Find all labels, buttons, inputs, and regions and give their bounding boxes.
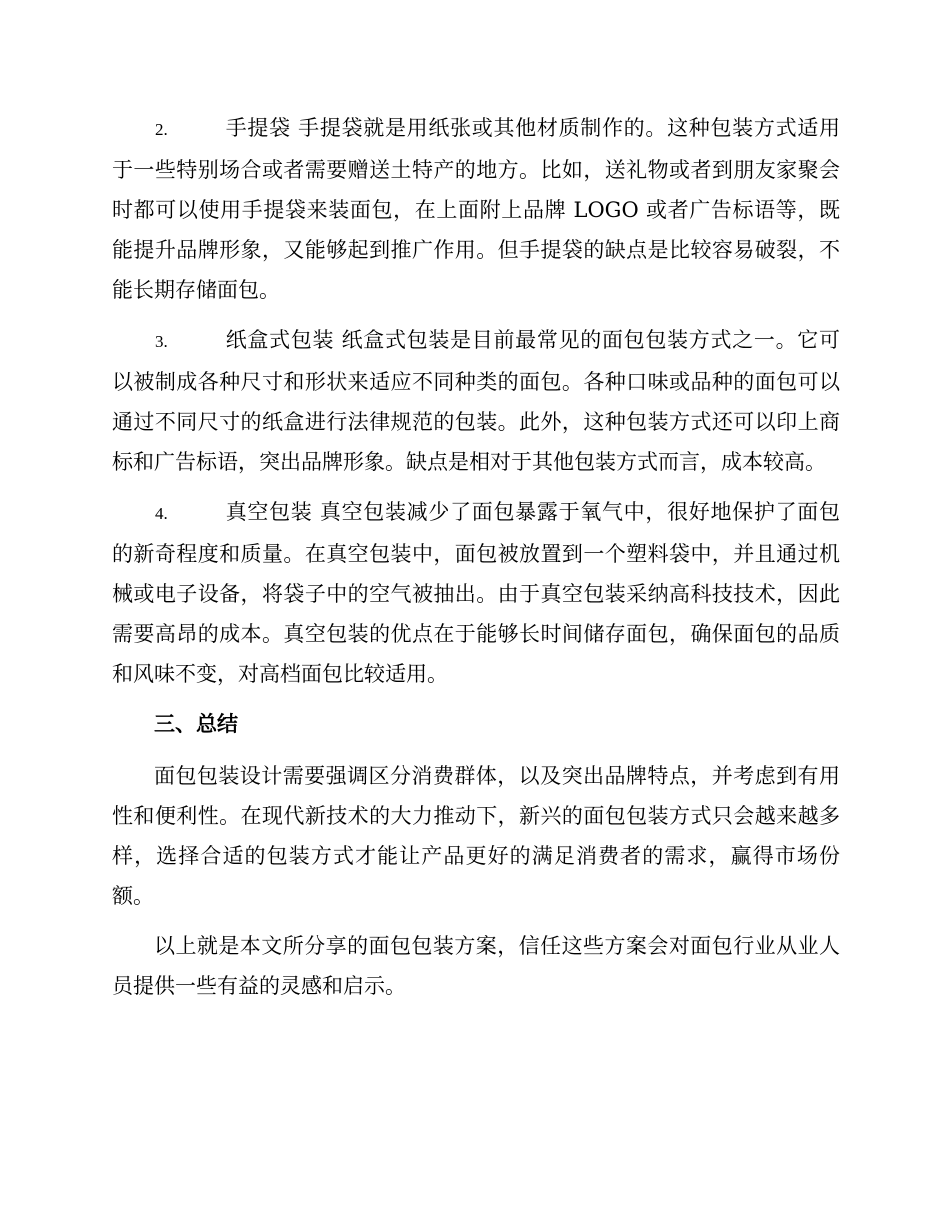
summary-paragraph: 面包包装设计需要强调区分消费群体，以及突出品牌特点，并考虑到有用性和便利性。在现代新技术的大力推动下，新兴的面包包装方式只会越来越多样，选择合适的包装方式才能让产品更好的满足消费者的需求，赢得市场份额。: [112, 764, 840, 908]
item-number: 4.: [155, 504, 168, 523]
item-text: 纸盒式包装 纸盒式包装是目前最常见的面包包装方式之一。它可以被制成各种尺寸和形状来适应不同种类的面包。各种口味或品种的面包可以通过不同尺寸的纸盒进行法律规范的包装。此外，这种包装方式还可以印上商标和广告标语，突出品牌形象。缺点是相对于其他包装方式而言，成本较高。: [112, 328, 840, 474]
numbered-paragraph-3: [112, 320, 840, 482]
numbered-paragraph-2: [112, 108, 840, 310]
numbered-paragraph-4: [112, 492, 840, 694]
section-heading: 三、总结: [154, 712, 238, 736]
item-number: 2.: [155, 120, 168, 139]
document-body: [112, 108, 840, 1016]
closing-paragraph: 以上就是本文所分享的面包包装方案，信任这些方案会对面包行业从业人员提供一些有益的灵感和启示。: [112, 934, 840, 998]
item-number: 3.: [155, 332, 168, 351]
item-text: 手提袋 手提袋就是用纸张或其他材质制作的。这种包装方式适用于一些特别场合或者需要赠送土特产的地方。比如，送礼物或者到朋友家聚会时都可以使用手提袋来装面包，在上面附上品牌 LOGO 或者广告标语等，既能提升品牌形象，又能够起到推广作用。但手提袋的缺点是比较容易破裂，不能长期存储面包。: [112, 116, 840, 302]
item-text: 真空包装 真空包装减少了面包暴露于氧气中，很好地保护了面包的新奇程度和质量。在真空包装中，面包被放置到一个塑料袋中，并且通过机械或电子设备，将袋子中的空气被抽出。由于真空包装采纳高科技技术，因此需要高昂的成本。真空包装的优点在于能够长时间储存面包，确保面包的品质和风味不变，对高档面包比较适用。: [112, 500, 840, 686]
